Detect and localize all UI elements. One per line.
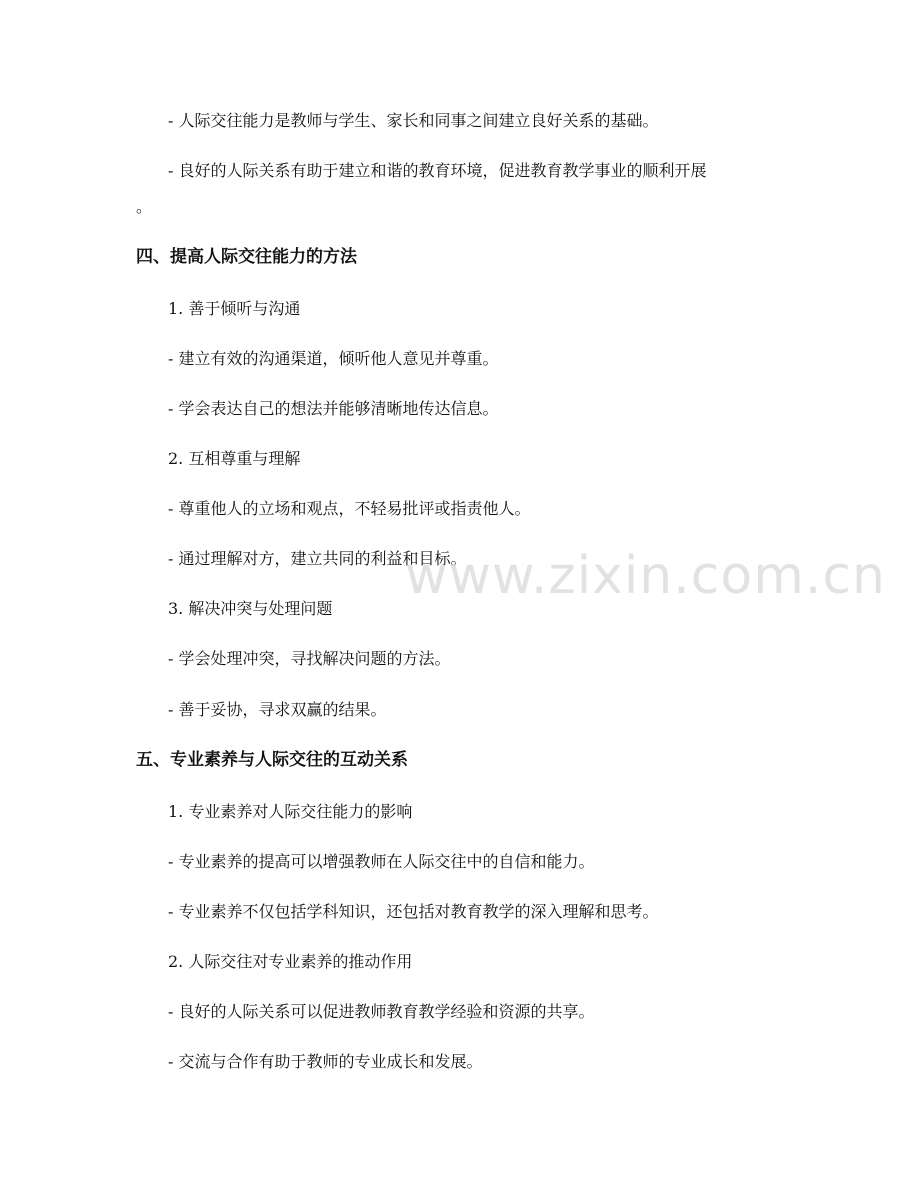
list-item: 2. 人际交往对专业素养的推动作用 [168,952,413,971]
list-item: - 通过理解对方，建立共同的利益和目标。 [168,549,467,568]
list-item: 1. 专业素养对人际交往能力的影响 [168,802,413,821]
list-item: - 学会表达自己的想法并能够清晰地传达信息。 [168,399,499,418]
list-item: 2. 互相尊重与理解 [168,449,301,468]
list-item: - 善于妥协，寻求双赢的结果。 [168,700,387,719]
watermark: www.zixin.com.cn [405,546,886,606]
list-item: 1. 善于倾听与沟通 [168,299,301,318]
list-item: - 专业素养不仅包括学科知识，还包括对教育教学的深入理解和思考。 [168,902,659,921]
list-item: - 交流与合作有助于教师的专业成长和发展。 [168,1052,483,1071]
list-item: - 学会处理冲突，寻找解决问题的方法。 [168,649,451,668]
paragraph-line-continuation: 。 [136,197,153,216]
section-heading-5: 五、专业素养与人际交往的互动关系 [136,750,408,770]
section-heading-4: 四、提高人际交往能力的方法 [136,247,357,267]
list-item: - 尊重他人的立场和观点，不轻易批评或指责他人。 [168,499,531,518]
paragraph-line: - 良好的人际关系有助于建立和谐的教育环境，促进教育教学事业的顺利开展 [168,161,707,180]
list-item: 3. 解决冲突与处理问题 [168,599,333,618]
list-item: - 良好的人际关系可以促进教师教育教学经验和资源的共享。 [168,1002,595,1021]
paragraph-line: - 人际交往能力是教师与学生、家长和同事之间建立良好关系的基础。 [168,111,659,130]
list-item: - 建立有效的沟通渠道，倾听他人意见并尊重。 [168,349,499,368]
list-item: - 专业素养的提高可以增强教师在人际交往中的自信和能力。 [168,852,595,871]
